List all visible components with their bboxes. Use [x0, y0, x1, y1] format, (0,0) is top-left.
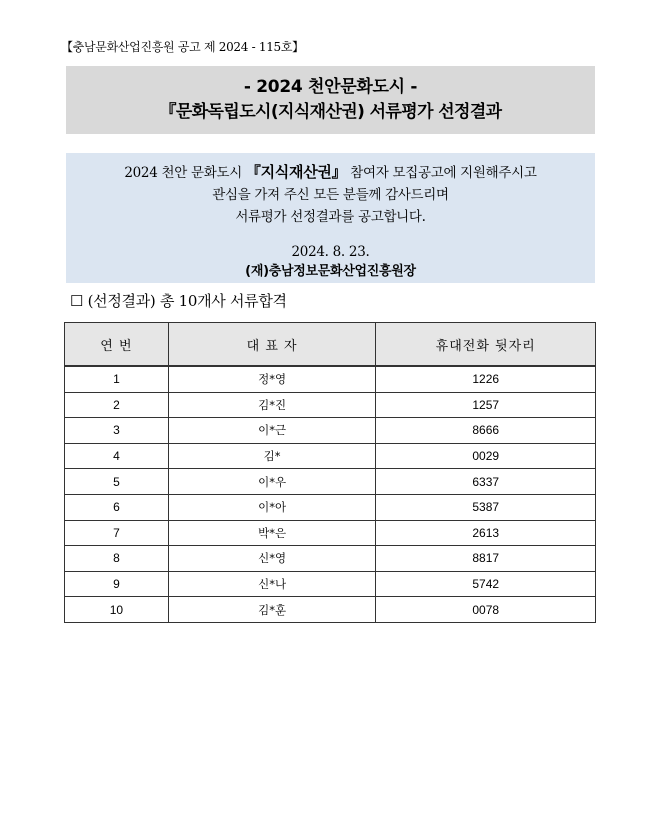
table-row [65, 546, 596, 572]
row-number: 7 [65, 520, 169, 546]
row-number: 9 [65, 571, 169, 597]
phone-last-digits: 5742 [376, 571, 596, 597]
intro-program-name: 『지식재산권』 [245, 163, 347, 181]
table-row [65, 520, 596, 546]
header-number: 연 번 [65, 323, 169, 367]
results-table [64, 322, 596, 623]
row-number: 3 [65, 418, 169, 444]
intro-line-3: 서류평가 선정결과를 공고합니다. [235, 209, 426, 225]
row-number: 1 [65, 366, 169, 392]
representative-name: 김* [168, 443, 376, 469]
row-number: 4 [65, 443, 169, 469]
phone-last-digits: 0078 [376, 597, 596, 623]
table-header-row [65, 323, 596, 367]
representative-name: 이*우 [168, 469, 376, 495]
table-row [65, 597, 596, 623]
row-number: 6 [65, 494, 169, 520]
notice-number: 【충남문화산업진흥원 공고 제 2024 - 115호】 [61, 40, 304, 54]
phone-last-digits: 2613 [376, 520, 596, 546]
table-row [65, 571, 596, 597]
phone-last-digits: 8817 [376, 546, 596, 572]
title-line-1: - 2024 천안문화도시 - [243, 77, 418, 97]
representative-name: 박*은 [168, 520, 376, 546]
representative-name: 신*나 [168, 571, 376, 597]
intro-line-1-post: 참여자 모집공고에 지원해주시고 [346, 165, 537, 181]
representative-name: 김*훈 [168, 597, 376, 623]
header-representative: 대 표 자 [168, 323, 376, 367]
intro-box [66, 153, 595, 283]
table-row [65, 443, 596, 469]
phone-last-digits: 5387 [376, 494, 596, 520]
table-row [65, 418, 596, 444]
row-number: 10 [65, 597, 169, 623]
phone-last-digits: 0029 [376, 443, 596, 469]
table-row [65, 469, 596, 495]
title-box [66, 66, 595, 134]
representative-name: 이*아 [168, 494, 376, 520]
row-number: 5 [65, 469, 169, 495]
phone-last-digits: 6337 [376, 469, 596, 495]
table-row [65, 392, 596, 418]
header-phone-last-digits: 휴대전화 뒷자리 [376, 323, 596, 367]
table-row [65, 494, 596, 520]
phone-last-digits: 8666 [376, 418, 596, 444]
representative-name: 이*근 [168, 418, 376, 444]
row-number: 8 [65, 546, 169, 572]
title-line-2: 『문화독립도시(지식재산권) 서류평가 선정결과 [159, 102, 502, 122]
representative-name: 김*진 [168, 392, 376, 418]
row-number: 2 [65, 392, 169, 418]
phone-last-digits: 1226 [376, 366, 596, 392]
representative-name: 정*영 [168, 366, 376, 392]
representative-name: 신*영 [168, 546, 376, 572]
results-body [65, 366, 596, 622]
issuing-organization: (재)충남정보문화산업진흥원장 [245, 264, 416, 279]
announcement-date: 2024. 8. 23. [291, 244, 370, 260]
intro-line-1 [66, 161, 595, 184]
intro-line-2: 관심을 가져 주신 모든 분들께 감사드리며 [212, 187, 449, 203]
result-heading: ☐ (선정결과) 총 10개사 서류합격 [70, 292, 287, 310]
table-row [65, 366, 596, 392]
phone-last-digits: 1257 [376, 392, 596, 418]
intro-line-1-pre: 2024 천안 문화도시 [124, 165, 246, 181]
